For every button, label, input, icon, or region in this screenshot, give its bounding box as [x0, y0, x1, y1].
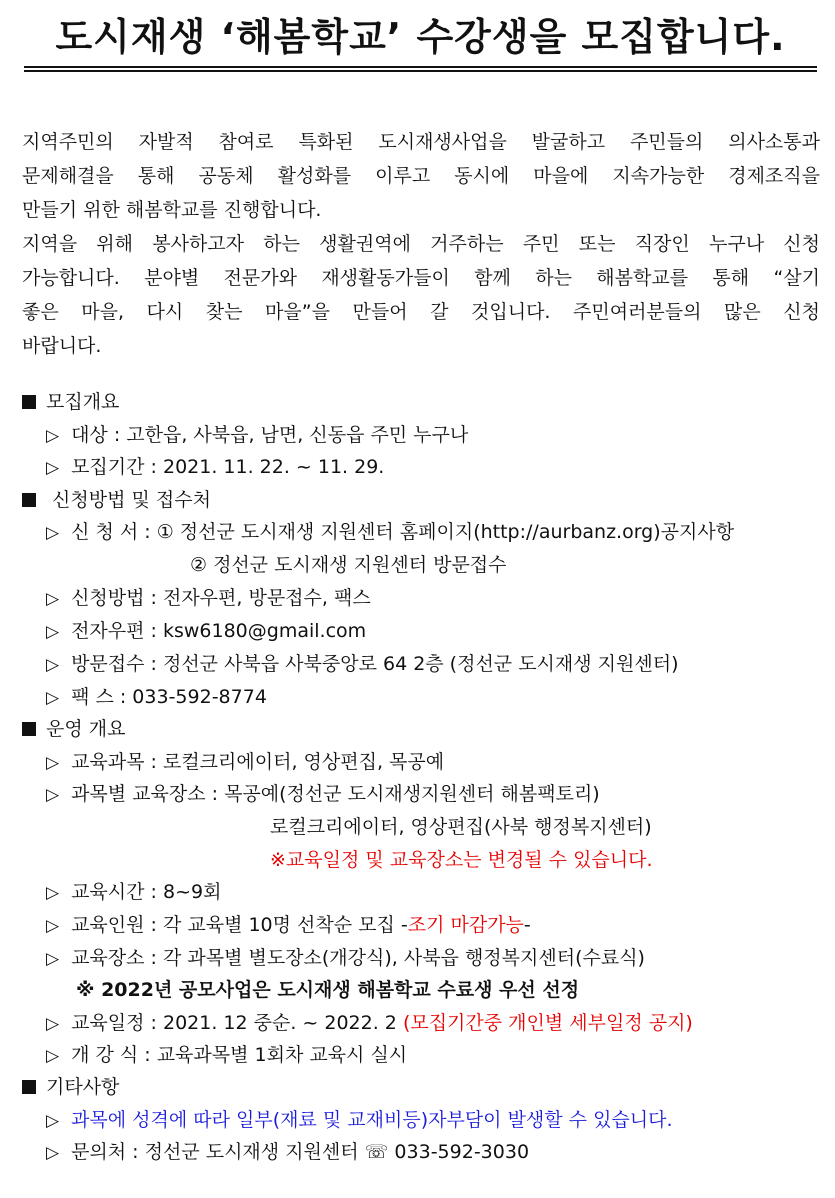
apply-form-2: ② 정선군 도시재생 지원센터 방문접수 [190, 554, 507, 576]
etc-cost: ▷ 과목에 성격에 따라 일부(재료 및 교재비등)자부담이 발생할 수 있습니다. [46, 1109, 673, 1131]
triangle-bullet-icon: ▷ [46, 883, 60, 903]
square-bullet-icon [22, 1080, 36, 1094]
section-operation-label: 운영 개요 [46, 718, 126, 740]
intro-line-5: 가능합니다. 분야별 전문가와 재생활동가들이 함께 하는 해봄학교를 통해 “살기 [22, 267, 820, 289]
triangle-bullet-icon: ▷ [46, 589, 60, 609]
triangle-bullet-icon: ▷ [46, 655, 60, 675]
operation-places-note: ※교육일정 및 교육장소는 변경될 수 있습니다. [270, 849, 653, 871]
square-bullet-icon [22, 493, 36, 507]
apply-method: ▷ 신청방법 : 전자우편, 방문접수, 팩스 [46, 587, 371, 609]
intro-line-4: 지역을 위해 봉사하고자 하는 생활권역에 거주하는 주민 또는 직장인 누구나 신청 [22, 233, 820, 255]
section-operation [22, 717, 125, 741]
operation-people: ▷ 교육인원 : 각 교육별 10명 선착순 모집 -조기 마감가능- [46, 914, 531, 936]
operation-places-2: 로컬크리에이터, 영상편집(사북 행정복지센터) [270, 816, 652, 838]
apply-form-1: ▷ 신 청 서 : ① 정선군 도시재생 지원센터 홈페이지(http://aurbanz.org)공지사항 [46, 521, 735, 543]
operation-opening: ▷ 개 강 식 : 교육과목별 1회차 교육시 실시 [46, 1044, 408, 1066]
section-apply-label: 신청방법 및 접수처 [46, 489, 211, 511]
triangle-bullet-icon: ▷ [46, 688, 60, 708]
section-apply [22, 488, 211, 512]
apply-visit: ▷ 방문접수 : 정선군 사북읍 사북중앙로 64 2층 (정선군 도시재생 지원센터) [46, 653, 679, 675]
triangle-bullet-icon: ▷ [46, 753, 60, 773]
early-close-note: 조기 마감가능 [407, 914, 524, 936]
triangle-bullet-icon: ▷ [46, 426, 60, 446]
triangle-bullet-icon: ▷ [46, 1014, 60, 1034]
section-overview-label: 모집개요 [46, 391, 120, 413]
intro-line-2: 문제해결을 통해 공동체 활성화를 이루고 동시에 마을에 지속가능한 경제조직을 [22, 165, 820, 187]
triangle-bullet-icon: ▷ [46, 1111, 60, 1131]
page-title: 도시재생 ‘해봄학교’ 수강생을 모집합니다. [55, 15, 786, 59]
intro-line-6: 좋은 마을, 다시 찾는 마을”을 만들어 갈 것입니다. 주민여러분들의 많은 신청 [22, 301, 820, 323]
triangle-bullet-icon: ▷ [46, 622, 60, 642]
apply-email: ▷ 전자우편 : ksw6180@gmail.com [46, 620, 367, 642]
intro-line-1: 지역주민의 자발적 참여로 특화된 도시재생사업을 발굴하고 주민들의 의사소통과 [22, 131, 820, 153]
square-bullet-icon [22, 395, 36, 409]
triangle-bullet-icon: ▷ [46, 949, 60, 969]
operation-time: ▷ 교육시간 : 8~9회 [46, 881, 222, 903]
triangle-bullet-icon: ▷ [46, 1046, 60, 1066]
square-bullet-icon [22, 722, 36, 736]
apply-fax: ▷ 팩 스 : 033-592-8774 [46, 686, 267, 708]
triangle-bullet-icon: ▷ [46, 458, 60, 478]
overview-period: ▷ 모집기간 : 2021. 11. 22. ~ 11. 29. [46, 456, 385, 478]
triangle-bullet-icon: ▷ [46, 785, 60, 805]
operation-subjects: ▷ 교육과목 : 로컬크리에이터, 영상편집, 목공예 [46, 751, 445, 773]
intro-line-3: 만들기 위한 해봄학교를 진행합니다. [22, 199, 322, 221]
triangle-bullet-icon: ▷ [46, 523, 60, 543]
section-etc-label: 기타사항 [46, 1076, 120, 1098]
intro-line-7: 바랍니다. [22, 335, 102, 357]
operation-venue: ▷ 교육장소 : 각 과목별 별도장소(개강식), 사북읍 행정복지센터(수료식) [46, 947, 645, 969]
etc-contact: ▷ 문의처 : 정선군 도시재생 지원센터 ☏ 033-592-3030 [46, 1141, 530, 1163]
operation-places-1: ▷ 과목별 교육장소 : 목공예(정선군 도시재생지원센터 해봄팩토리) [46, 783, 600, 805]
overview-target: ▷ 대상 : 고한읍, 사북읍, 남면, 신동읍 주민 누구나 [46, 424, 469, 446]
triangle-bullet-icon: ▷ [46, 916, 60, 936]
page-title-container [24, 12, 817, 72]
schedule-note: (모집기간중 개인별 세부일정 공지) [402, 1012, 693, 1034]
section-overview [22, 390, 119, 414]
triangle-bullet-icon: ▷ [46, 1143, 60, 1163]
operation-priority-note: ※ 2022년 공모사업은 도시재생 해봄학교 수료생 우선 선정 [76, 979, 580, 1001]
operation-schedule: ▷ 교육일정 : 2021. 12 중순. ~ 2022. 2 (모집기간중 개인별 세부일정 공지) [46, 1012, 693, 1034]
section-etc [22, 1075, 119, 1099]
